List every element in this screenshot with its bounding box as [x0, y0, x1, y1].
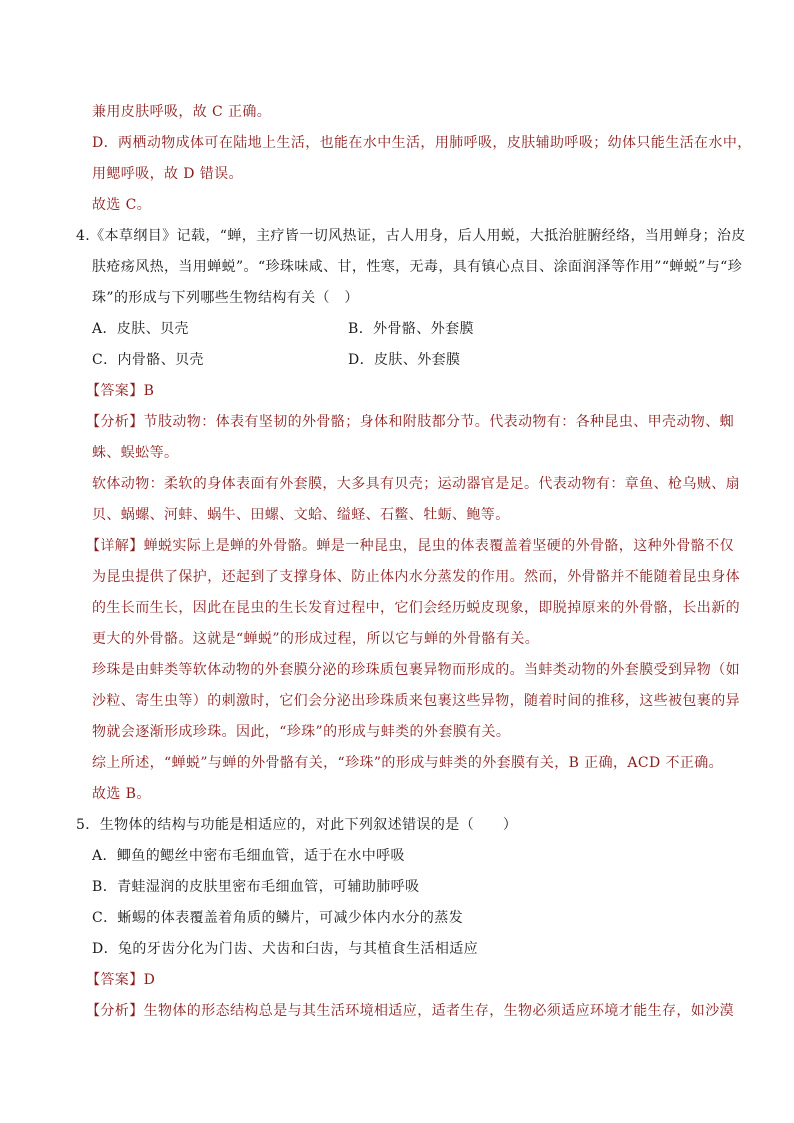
q5-analysis-line [86, 1001, 734, 1021]
continuation-conclusion: 故选 C。 [92, 197, 152, 213]
q4-answer [86, 381, 154, 401]
q4-option-c: C．内骨骼、贝壳 [92, 352, 204, 368]
detail-label: 【详解】 [86, 538, 144, 554]
q4-detail-line: 物就会逐渐形成珍珠。因此，“珍珠”的形成与蚌类的外套膜有关。 [92, 724, 511, 740]
q5-option-d: D．兔的牙齿分化为门齿、犬齿和臼齿，与其植食生活相适应 [92, 941, 479, 957]
q4-detail-line [86, 536, 734, 556]
answer-label: 【答案】 [86, 972, 144, 988]
q4-conclusion: 故选 B。 [92, 786, 151, 802]
q4-option-d: D．皮肤、外套膜 [348, 352, 461, 368]
answer-value: D [143, 972, 156, 988]
q4-detail-line: 为昆虫提供了保护，还起到了支撑身体、防止体内水分蒸发的作用。然而，外骨骼并不能随着昆虫身体 [92, 569, 740, 585]
q4-analysis-line: 蛛、蜈蚣等。 [92, 445, 179, 461]
q4-option-a: A．皮肤、贝壳 [92, 321, 189, 337]
q4-stem-line: 4.《本草纲目》记载，“蝉，主疗皆一切风热证，古人用身，后人用蜕，大抵治脏腑经络，当用蝉身；治皮 [76, 228, 746, 244]
analysis-text: 生物体的形态结构总是与其生活环境相适应，适者生存，生物必须适应环境才能生存，如沙漠 [143, 1003, 735, 1019]
q4-analysis-line: 软体动物：柔软的身体表面有外套膜，大多具有贝壳；运动器官是足。代表动物有：章鱼、枪乌贼、扇 [92, 476, 740, 492]
q4-detail-line: 综上所述，“蝉蜕”与蝉的外骨骼有关，“珍珠”的形成与蚌类的外套膜有关，B 正确，ACD 不正确。 [92, 755, 724, 771]
q4-detail-line: 珍珠是由蚌类等软体动物的外套膜分泌的珍珠质包裹异物而形成的。当蚌类动物的外套膜受到异物（如 [92, 662, 740, 678]
answer-label: 【答案】 [86, 383, 144, 399]
q4-option-b: B．外骨骼、外套膜 [348, 321, 474, 337]
q5-option-a: A．鲫鱼的鳃丝中密布毛细血管，适于在水中呼吸 [92, 848, 405, 864]
q4-detail-line: 的生长而生长，因此在昆虫的生长发育过程中，它们会经历蜕皮现象，即脱掉原来的外骨骼，长出新的 [92, 600, 740, 616]
continuation-line: 用鳃呼吸，故 D 错误。 [92, 166, 243, 182]
q5-option-b: B．青蛙湿润的皮肤里密布毛细血管，可辅助肺呼吸 [92, 879, 420, 895]
answer-value: B [143, 383, 155, 399]
q4-detail-line: 沙粒、寄生虫等）的刺激时，它们会分泌出珍珠质来包裹这些异物，随着时间的推移，这些被包裹的异 [92, 693, 740, 709]
q5-option-c: C．蜥蜴的体表覆盖着角质的鳞片，可减少体内水分的蒸发 [92, 910, 464, 926]
continuation-line: 兼用皮肤呼吸，故 C 正确。 [92, 104, 272, 120]
analysis-label: 【分析】 [86, 414, 144, 430]
q4-stem-line: 肤疮疡风热，当用蝉蜕”。“珍珠味咸、甘，性寒，无毒，具有镇心点目、涂面润泽等作用”“蝉蜕”与“珍 [92, 259, 743, 275]
q4-analysis-line [86, 412, 734, 432]
analysis-label: 【分析】 [86, 1003, 144, 1019]
q4-analysis-line: 贝、蜗螺、河蚌、蜗牛、田螺、文蛤、缢蛏、石鳖、牡蛎、鲍等。 [92, 507, 510, 523]
q5-stem: 5．生物体的结构与功能是相适应的，对此下列叙述错误的是（ ） [76, 817, 518, 833]
detail-text: 蝉蜕实际上是蝉的外骨骼。蝉是一种昆虫，昆虫的体表覆盖着坚硬的外骨骼，这种外骨骼不仅 [143, 538, 735, 554]
continuation-line: D．两栖动物成体可在陆地上生活，也能在水中生活，用肺呼吸，皮肤辅助呼吸；幼体只能生活在水中， [92, 135, 752, 151]
q4-stem-line: 珠”的形成与下列哪些生物结构有关（ ） [92, 290, 359, 306]
q4-detail-line: 更大的外骨骼。这就是“蝉蜕”的形成过程，所以它与蝉的外骨骼有关。 [92, 631, 540, 647]
q5-answer [86, 970, 155, 990]
analysis-text: 节肢动物：体表有坚韧的外骨骼；身体和附肢都分节。代表动物有：各种昆虫、甲壳动物、蜘 [143, 414, 735, 430]
